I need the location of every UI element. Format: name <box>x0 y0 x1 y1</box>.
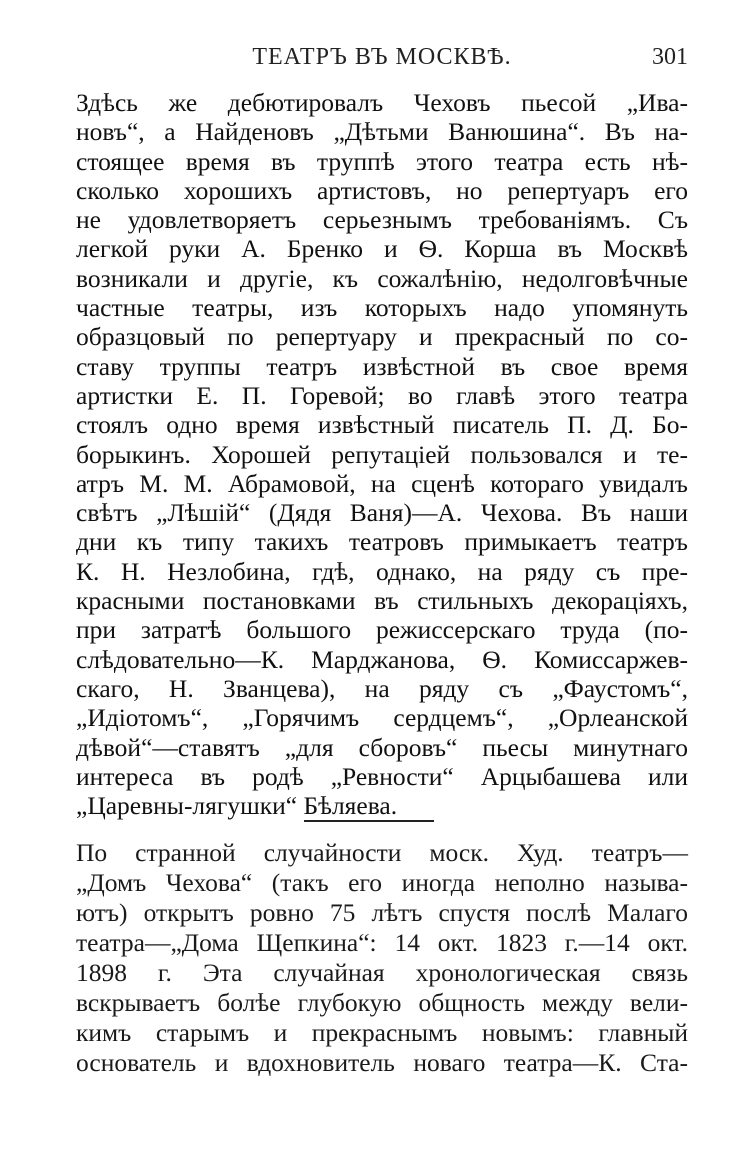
text-line: новъ“, а Найденовъ „Дѣтьми Ванюшина“. Въ на- <box>76 117 688 147</box>
text-line: скаго, Н. Званцева), на ряду съ „Фаустомъ“, <box>76 673 688 703</box>
text-line: возникали и другіе, къ сожалѣнію, недолговѣчные <box>76 263 688 293</box>
text-line: ставу труппы театръ извѣстной въ свое время <box>76 351 688 381</box>
text-line: частные театры, изъ которыхъ надо упомянуть <box>76 293 688 323</box>
text-line: „Домъ Чехова“ (такъ его иногда неполно называ- <box>76 868 688 897</box>
text-line: не удовлетворяетъ серьезнымъ требованіямъ. Съ <box>76 205 688 235</box>
text-line: атръ М. М. Абрамовой, на сценѣ котораго увидалъ <box>76 468 688 498</box>
paragraph-1 <box>76 88 688 820</box>
text-line: кимъ старымъ и прекраснымъ новымъ: главный <box>76 1018 688 1047</box>
text-line: вскрываетъ болѣе глубокую общность между вели- <box>76 988 688 1017</box>
text-line: дѣвой“—ставятъ „для сборовъ“ пьесы минутнаго <box>76 732 688 762</box>
text-line: основатель и вдохновитель новаго театра—К. Ста- <box>76 1048 688 1077</box>
running-title: ТЕАТРЪ ВЪ МОСКВѢ. <box>252 44 512 70</box>
text-line: слѣдовательно—К. Марджанова, Ѳ. Комиссаржев- <box>76 644 688 674</box>
text-line: По странной случайности моск. Худ. театръ— <box>76 838 688 867</box>
text-line: ютъ) открытъ ровно 75 лѣтъ спустя послѣ Малаго <box>76 898 688 927</box>
text-line: борыкинъ. Хорошей репутаціей пользовался и те- <box>76 439 688 469</box>
text-line: интереса въ родѣ „Ревности“ Арцыбашева или <box>76 761 688 791</box>
running-head <box>76 40 688 74</box>
text-line: К. Н. Незлобина, гдѣ, однако, на ряду съ пре- <box>76 556 688 586</box>
text-line: легкой руки А. Бренко и Ѳ. Корша въ Москвѣ <box>76 234 688 264</box>
paragraph-2 <box>76 838 688 1078</box>
text-line: дни къ типу такихъ театровъ примыкаетъ театръ <box>76 527 688 557</box>
text-line: при затратѣ большого режиссерскаго труда (по- <box>76 615 688 645</box>
page-number: 301 <box>652 44 688 70</box>
section-divider <box>304 820 434 822</box>
text-line: образцовый по репертуару и прекрасный по со- <box>76 322 688 352</box>
text-line: 1898 г. Эта случайная хронологическая связь <box>76 958 688 987</box>
text-line: красными постановками въ стильныхъ декораціяхъ, <box>76 586 688 616</box>
text-line: свѣтъ „Лѣшій“ (Дядя Ваня)—А. Чехова. Въ наши <box>76 498 688 528</box>
text-line: „Царевны-лягушки“ Бѣляева. <box>76 791 398 821</box>
text-line: Здѣсь же дебютировалъ Чеховъ пьесой „Ива- <box>76 88 688 117</box>
text-line: стоящее время въ труппѣ этого театра есть нѣ- <box>76 146 688 176</box>
text-line: театра—„Дома Щепкина“: 14 окт. 1823 г.—14 окт. <box>76 928 688 957</box>
text-line: артистки Е. П. Горевой; во главѣ этого театра <box>76 380 688 410</box>
text-line: сколько хорошихъ артистовъ, но репертуаръ его <box>76 175 688 205</box>
text-line: „Идіотомъ“, „Горячимъ сердцемъ“, „Орлеанской <box>76 703 688 733</box>
text-line: стоялъ одно время извѣстный писатель П. Д. Бо- <box>76 410 688 440</box>
